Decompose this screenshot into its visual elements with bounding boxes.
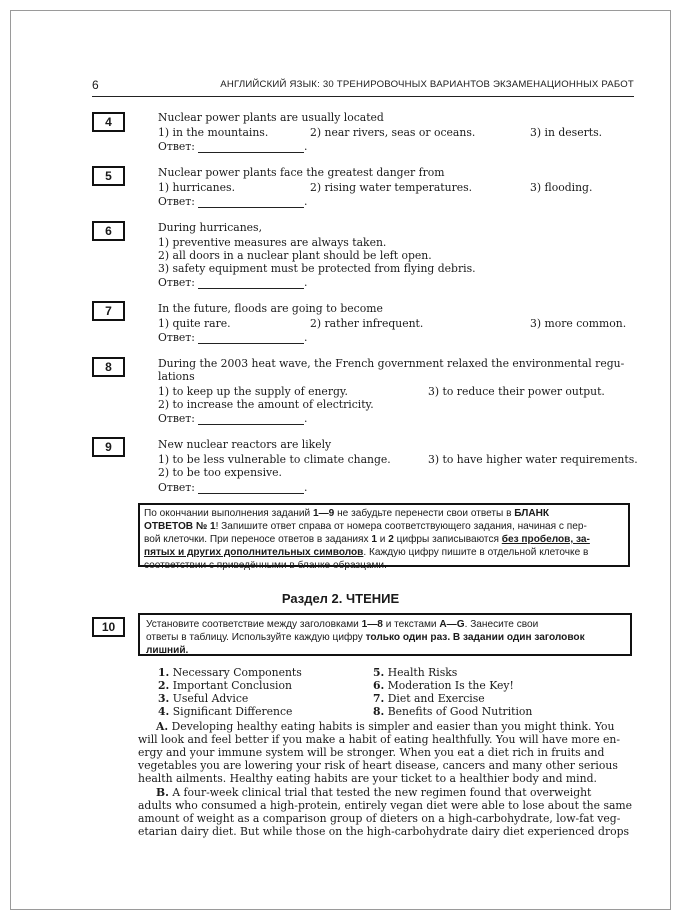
question-number-box: 9 (92, 437, 125, 457)
answer-label: Ответ: (158, 331, 195, 344)
instruction-line-3: лишний. (146, 645, 189, 656)
option-2: 2) to increase the amount of electricity. (158, 398, 374, 411)
instruction-line-1: Установите соответствие между заголовками 1—8 и текстами A—G. Занесите свои (146, 619, 539, 630)
answer-label: Ответ: (158, 195, 195, 208)
question-stem: During hurricanes, (158, 221, 263, 234)
option-1: 1) hurricanes. (158, 181, 235, 194)
answer-blank[interactable] (198, 288, 304, 289)
option-2: 2) to be too expensive. (158, 466, 282, 479)
answer-transfer-note (138, 503, 630, 571)
option-3: 3) safety equipment must be protected from flying debris. (158, 262, 476, 275)
heading-item: 4. Significant Difference (158, 705, 293, 718)
text-a-line: A. Developing healthy eating habits is simpler and easier than you might think. You (156, 720, 615, 733)
running-header-title: АНГЛИЙСКИЙ ЯЗЫК: 30 ТРЕНИРОВОЧНЫХ ВАРИАНТОВ ЭКЗАМЕНАЦИОННЫХ РАБОТ (220, 79, 634, 90)
question-number-box: 4 (92, 112, 125, 132)
option-2: 2) all doors in a nuclear plant should be left open. (158, 249, 432, 262)
text-b-line: etarian dairy diet. But while those on the high-carbohydrate dairy diet experienced drops (138, 825, 630, 838)
option-2: 2) rather infrequent. (310, 317, 424, 330)
question-stem-line-1: During the 2003 heat wave, the French government relaxed the environmental regu- (158, 357, 625, 370)
note-line-1: По окончании выполнения заданий 1—9 не забудьте перенести свои ответы в БЛАНК (144, 508, 550, 519)
heading-item: 7. Diet and Exercise (373, 692, 485, 705)
answer-label: Ответ: (158, 412, 195, 425)
question-stem: Nuclear power plants face the greatest danger from (158, 166, 445, 179)
heading-item: 1. Necessary Components (158, 666, 302, 679)
option-1: 1) quite rare. (158, 317, 231, 330)
answer-period: . (304, 331, 308, 344)
question-number-box: 5 (92, 166, 125, 186)
option-2: 2) rising water temperatures. (310, 181, 473, 194)
heading-item: 3. Useful Advice (158, 692, 249, 705)
page-number: 6 (92, 78, 99, 92)
heading-item: 2. Important Conclusion (158, 679, 292, 692)
answer-blank[interactable] (198, 424, 304, 425)
question-stem: In the future, floods are going to become (158, 302, 383, 315)
question-stem: Nuclear power plants are usually located (158, 111, 384, 124)
option-1: 1) to keep up the supply of energy. (158, 385, 348, 398)
heading-item: 6. Moderation Is the Key! (373, 679, 514, 692)
option-1: 1) in the mountains. (158, 126, 269, 139)
section-title: Раздел 2. ЧТЕНИЕ (281, 591, 400, 606)
answer-period: . (304, 412, 308, 425)
question-number-box: 10 (92, 617, 125, 637)
question-stem: New nuclear reactors are likely (158, 438, 332, 451)
question-stem-line-2: lations (158, 370, 195, 383)
header-rule (92, 96, 634, 97)
text-b-line: amount of weight as a comparison group of dieters on a high-carbohydrate, low-fat veg- (138, 812, 621, 825)
question-number-box: 8 (92, 357, 125, 377)
answer-blank[interactable] (198, 207, 304, 208)
option-3: 3) to have higher water requirements. (428, 453, 638, 466)
option-1: 1) preventive measures are always taken. (158, 236, 387, 249)
text-b-line: B. A four-week clinical trial that tested the new regimen found that overweight (156, 786, 592, 799)
option-3: 3) in deserts. (530, 126, 603, 139)
answer-blank[interactable] (198, 152, 304, 153)
answer-period: . (304, 481, 308, 494)
answer-period: . (304, 276, 308, 289)
option-1: 1) to be less vulnerable to climate change. (158, 453, 391, 466)
question-number-box: 7 (92, 301, 125, 321)
note-line-3: вой клеточки. При переносе ответов в заданиях 1 и 2 цифры записываются без пробелов, за- (144, 534, 590, 545)
instruction-line-2: ответы в таблицу. Используйте каждую цифру только один раз. В задании один заголовок (146, 632, 585, 643)
text-a-paragraph (138, 720, 635, 785)
heading-item: 5. Health Risks (373, 666, 458, 679)
note-line-4: пятых и других дополнительных символов. Каждую цифру пишите в отдельной клеточке в (144, 547, 589, 558)
answer-label: Ответ: (158, 276, 195, 289)
answer-label: Ответ: (158, 481, 195, 494)
option-3: 3) flooding. (530, 181, 593, 194)
answer-period: . (304, 195, 308, 208)
text-a-line: vegetables you are lowering your risk of heart disease, cancers and many other serious (138, 759, 618, 772)
option-3: 3) more common. (530, 317, 627, 330)
answer-blank[interactable] (198, 493, 304, 494)
text-b-line: adults who consumed a high-protein, entirely vegan diet were able to lose about the same (138, 799, 633, 812)
question-number-box: 6 (92, 221, 125, 241)
option-2: 2) near rivers, seas or oceans. (310, 126, 476, 139)
answer-label: Ответ: (158, 140, 195, 153)
heading-item: 8. Benefits of Good Nutrition (373, 705, 533, 718)
answer-blank[interactable] (198, 343, 304, 344)
note-line-5: соответствии с приведёнными в бланке образцами. (144, 560, 387, 571)
text-b-paragraph (138, 786, 635, 838)
task-instruction-box (138, 613, 632, 656)
option-3: 3) to reduce their power output. (428, 385, 605, 398)
text-a-line: will look and feel better if you make a habit of eating healthfully. You will have more en- (138, 733, 621, 746)
answer-period: . (304, 140, 308, 153)
note-line-2: ОТВЕТОВ № 1! Запишите ответ справа от номера соответствующего задания, начиная с пер- (144, 521, 587, 532)
text-a-line: health ailments. Healthy eating habits are your ticket to a healthier body and mind. (138, 772, 597, 785)
text-a-line: ergy and your immune system will be stronger. When you eat a diet rich in fruits and (138, 746, 605, 759)
